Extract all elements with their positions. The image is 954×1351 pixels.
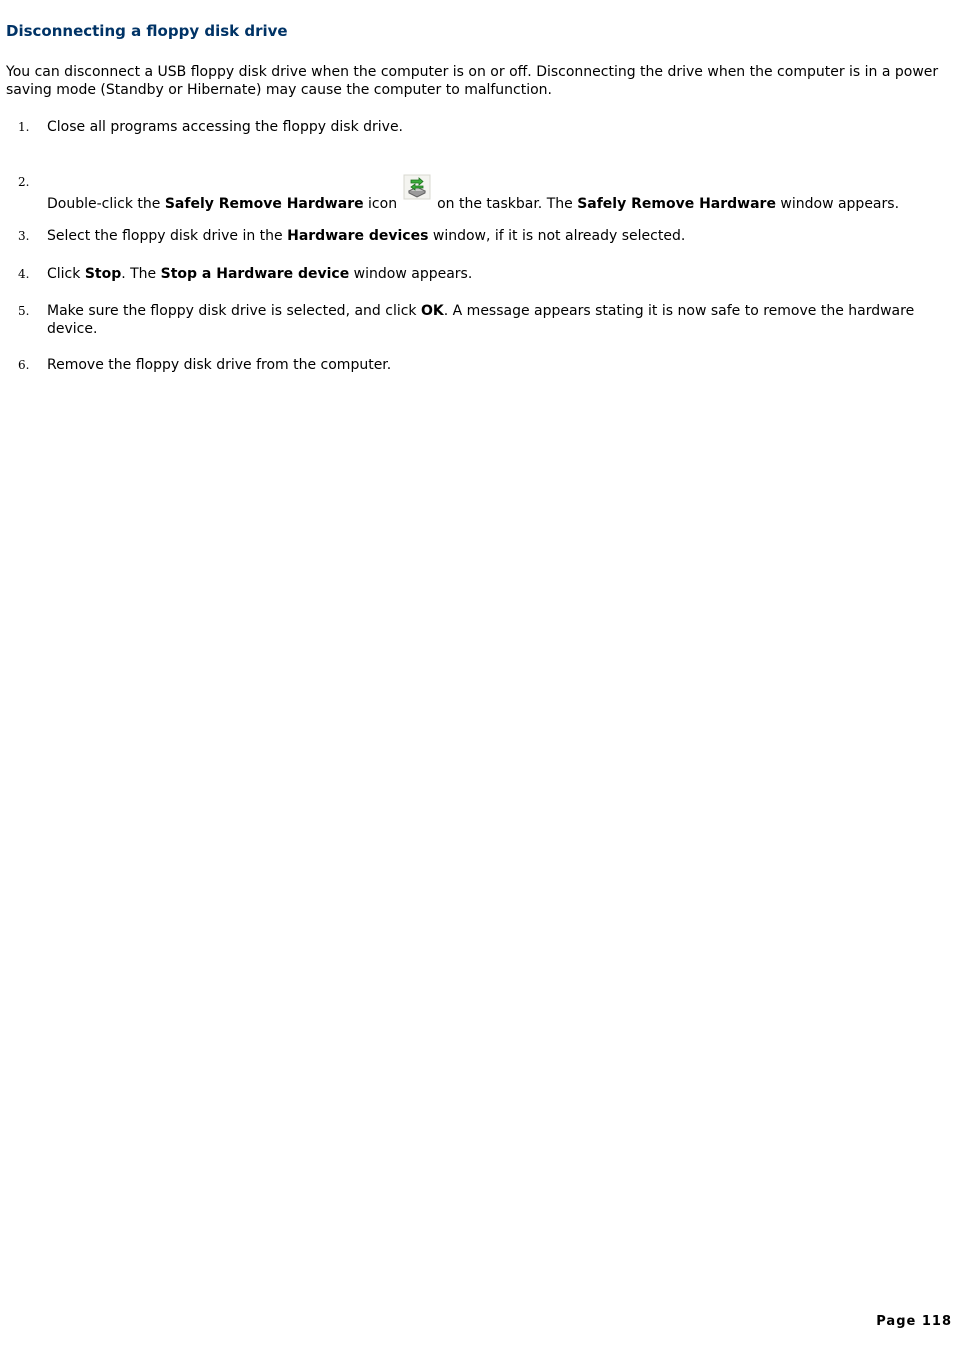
safely-remove-hardware-icon [403,174,431,200]
step-number: 6. [18,358,30,372]
step-text: Double-click the Safely Remove Hardware icon on the taskbar. The Safely Remove Hardware window appears. [47,174,927,214]
step-text: Remove the floppy disk drive from the computer. [47,357,392,373]
step-number: 3. [18,229,30,243]
step-text: Make sure the floppy disk drive is selected, and click OK. A message appears stating it is now safe to remove the hardware device. [47,303,915,337]
step-number: 5. [18,304,30,318]
page-number: Page 118 [876,1314,952,1329]
intro-paragraph: You can disconnect a USB floppy disk drive when the computer is on or off. Disconnecting the drive when the computer is in a power saving mode (Standby or Hibernate) may cause the computer to malfunction. [6,64,939,98]
page-title: Disconnecting a floppy disk drive [6,22,288,40]
step-number: 1. [18,120,30,134]
step-text: Close all programs accessing the floppy disk drive. [47,119,404,135]
step-text: Click Stop. The Stop a Hardware device window appears. [47,266,473,282]
step-number: 2. [18,175,30,189]
step-number: 4. [18,267,30,281]
step-text: Select the floppy disk drive in the Hardware devices window, if it is not already selected. [47,228,686,244]
